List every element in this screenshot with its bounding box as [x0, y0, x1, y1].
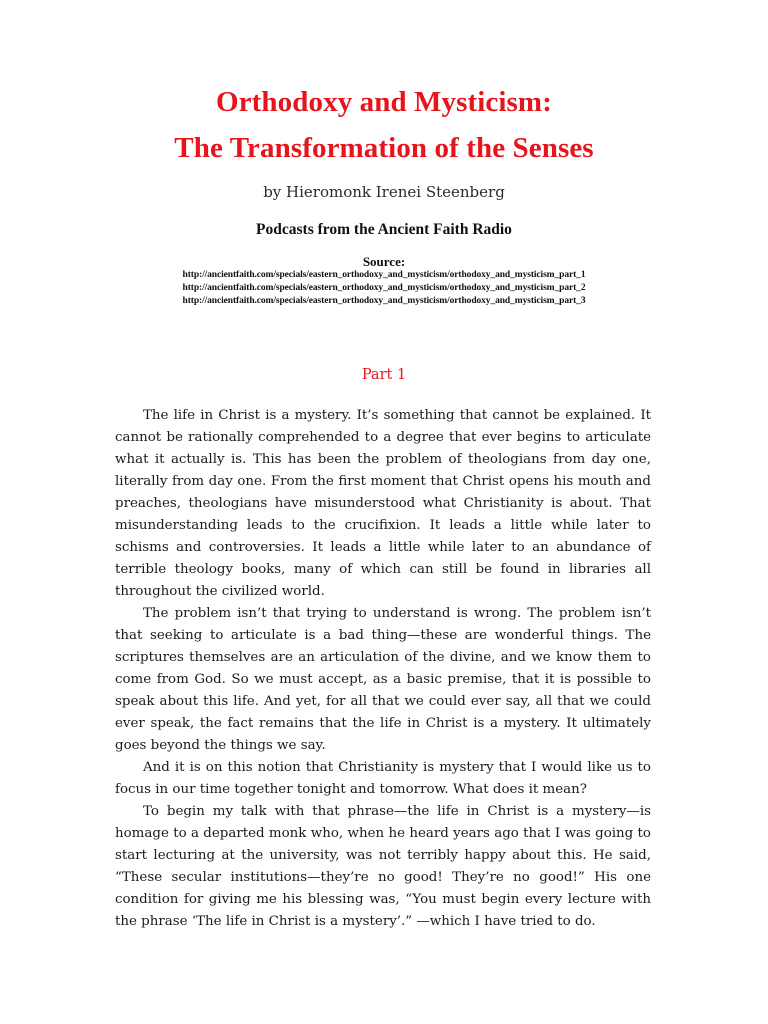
- paragraph: The problem isn’t that trying to understand is wrong. The problem isn’t that seeking to articulate is a bad thing—these are wonderful things. The scriptures themselves are an articulation of the divine, and we know them to come from God. So we must accept, as a basic premise, that it is possible to speak about this life. And yet, for all that we could ever say, all that we could ever speak, the fact remains that the life in Christ is a mystery. It ultimately goes beyond the things we say.: [115, 606, 651, 753]
- body-text: [115, 405, 651, 933]
- podcasts-subtitle: Podcasts from the Ancient Faith Radio: [256, 221, 512, 238]
- paragraph: And it is on this notion that Christianity is mystery that I would like us to focus in our time together tonight and tomorrow. What does it mean?: [115, 760, 651, 797]
- source-url-part-2[interactable]: http://ancientfaith.com/specials/eastern_orthodoxy_and_mysticism/orthodoxy_and_mysticism_part_2: [182, 283, 586, 293]
- paragraph: The life in Christ is a mystery. It’s something that cannot be explained. It cannot be rationally comprehended to a degree that ever begins to articulate what it actually is. This has been the problem of theologians from day one, literally from day one. From the first moment that Christ opens his mouth and preaches, theologians have misunderstood what Christianity is about. That misunderstanding leads to the crucifixion. It leads a little while later to schisms and controversies. It leads a little while later to an abundance of terrible theology books, many of which can still be found in libraries all throughout the civilized world.: [115, 408, 651, 599]
- source-url-part-1[interactable]: http://ancientfaith.com/specials/eastern_orthodoxy_and_mysticism/orthodoxy_and_mysticism_part_1: [182, 270, 586, 280]
- source-url-part-3[interactable]: http://ancientfaith.com/specials/eastern_orthodoxy_and_mysticism/orthodoxy_and_mysticism_part_3: [182, 296, 586, 306]
- document-title-line-1: Orthodoxy and Mysticism:: [216, 86, 552, 118]
- author-byline: by Hieromonk Irenei Steenberg: [263, 183, 505, 201]
- paragraph: To begin my talk with that phrase—the life in Christ is a mystery—is homage to a departed monk who, when he heard years ago that I was going to start lecturing at the university, was not terribly happy about this. He said, “These secular institutions—they’re no good! They’re no good!” His one condition for giving me his blessing was, “You must begin every lecture with the phrase ‘The life in Christ is a mystery’.” —which I have tried to do.: [115, 804, 651, 929]
- document-title-line-2: The Transformation of the Senses: [174, 132, 594, 164]
- source-label: Source:: [362, 254, 406, 269]
- source-block: [0, 254, 768, 308]
- section-heading: Part 1: [361, 367, 407, 383]
